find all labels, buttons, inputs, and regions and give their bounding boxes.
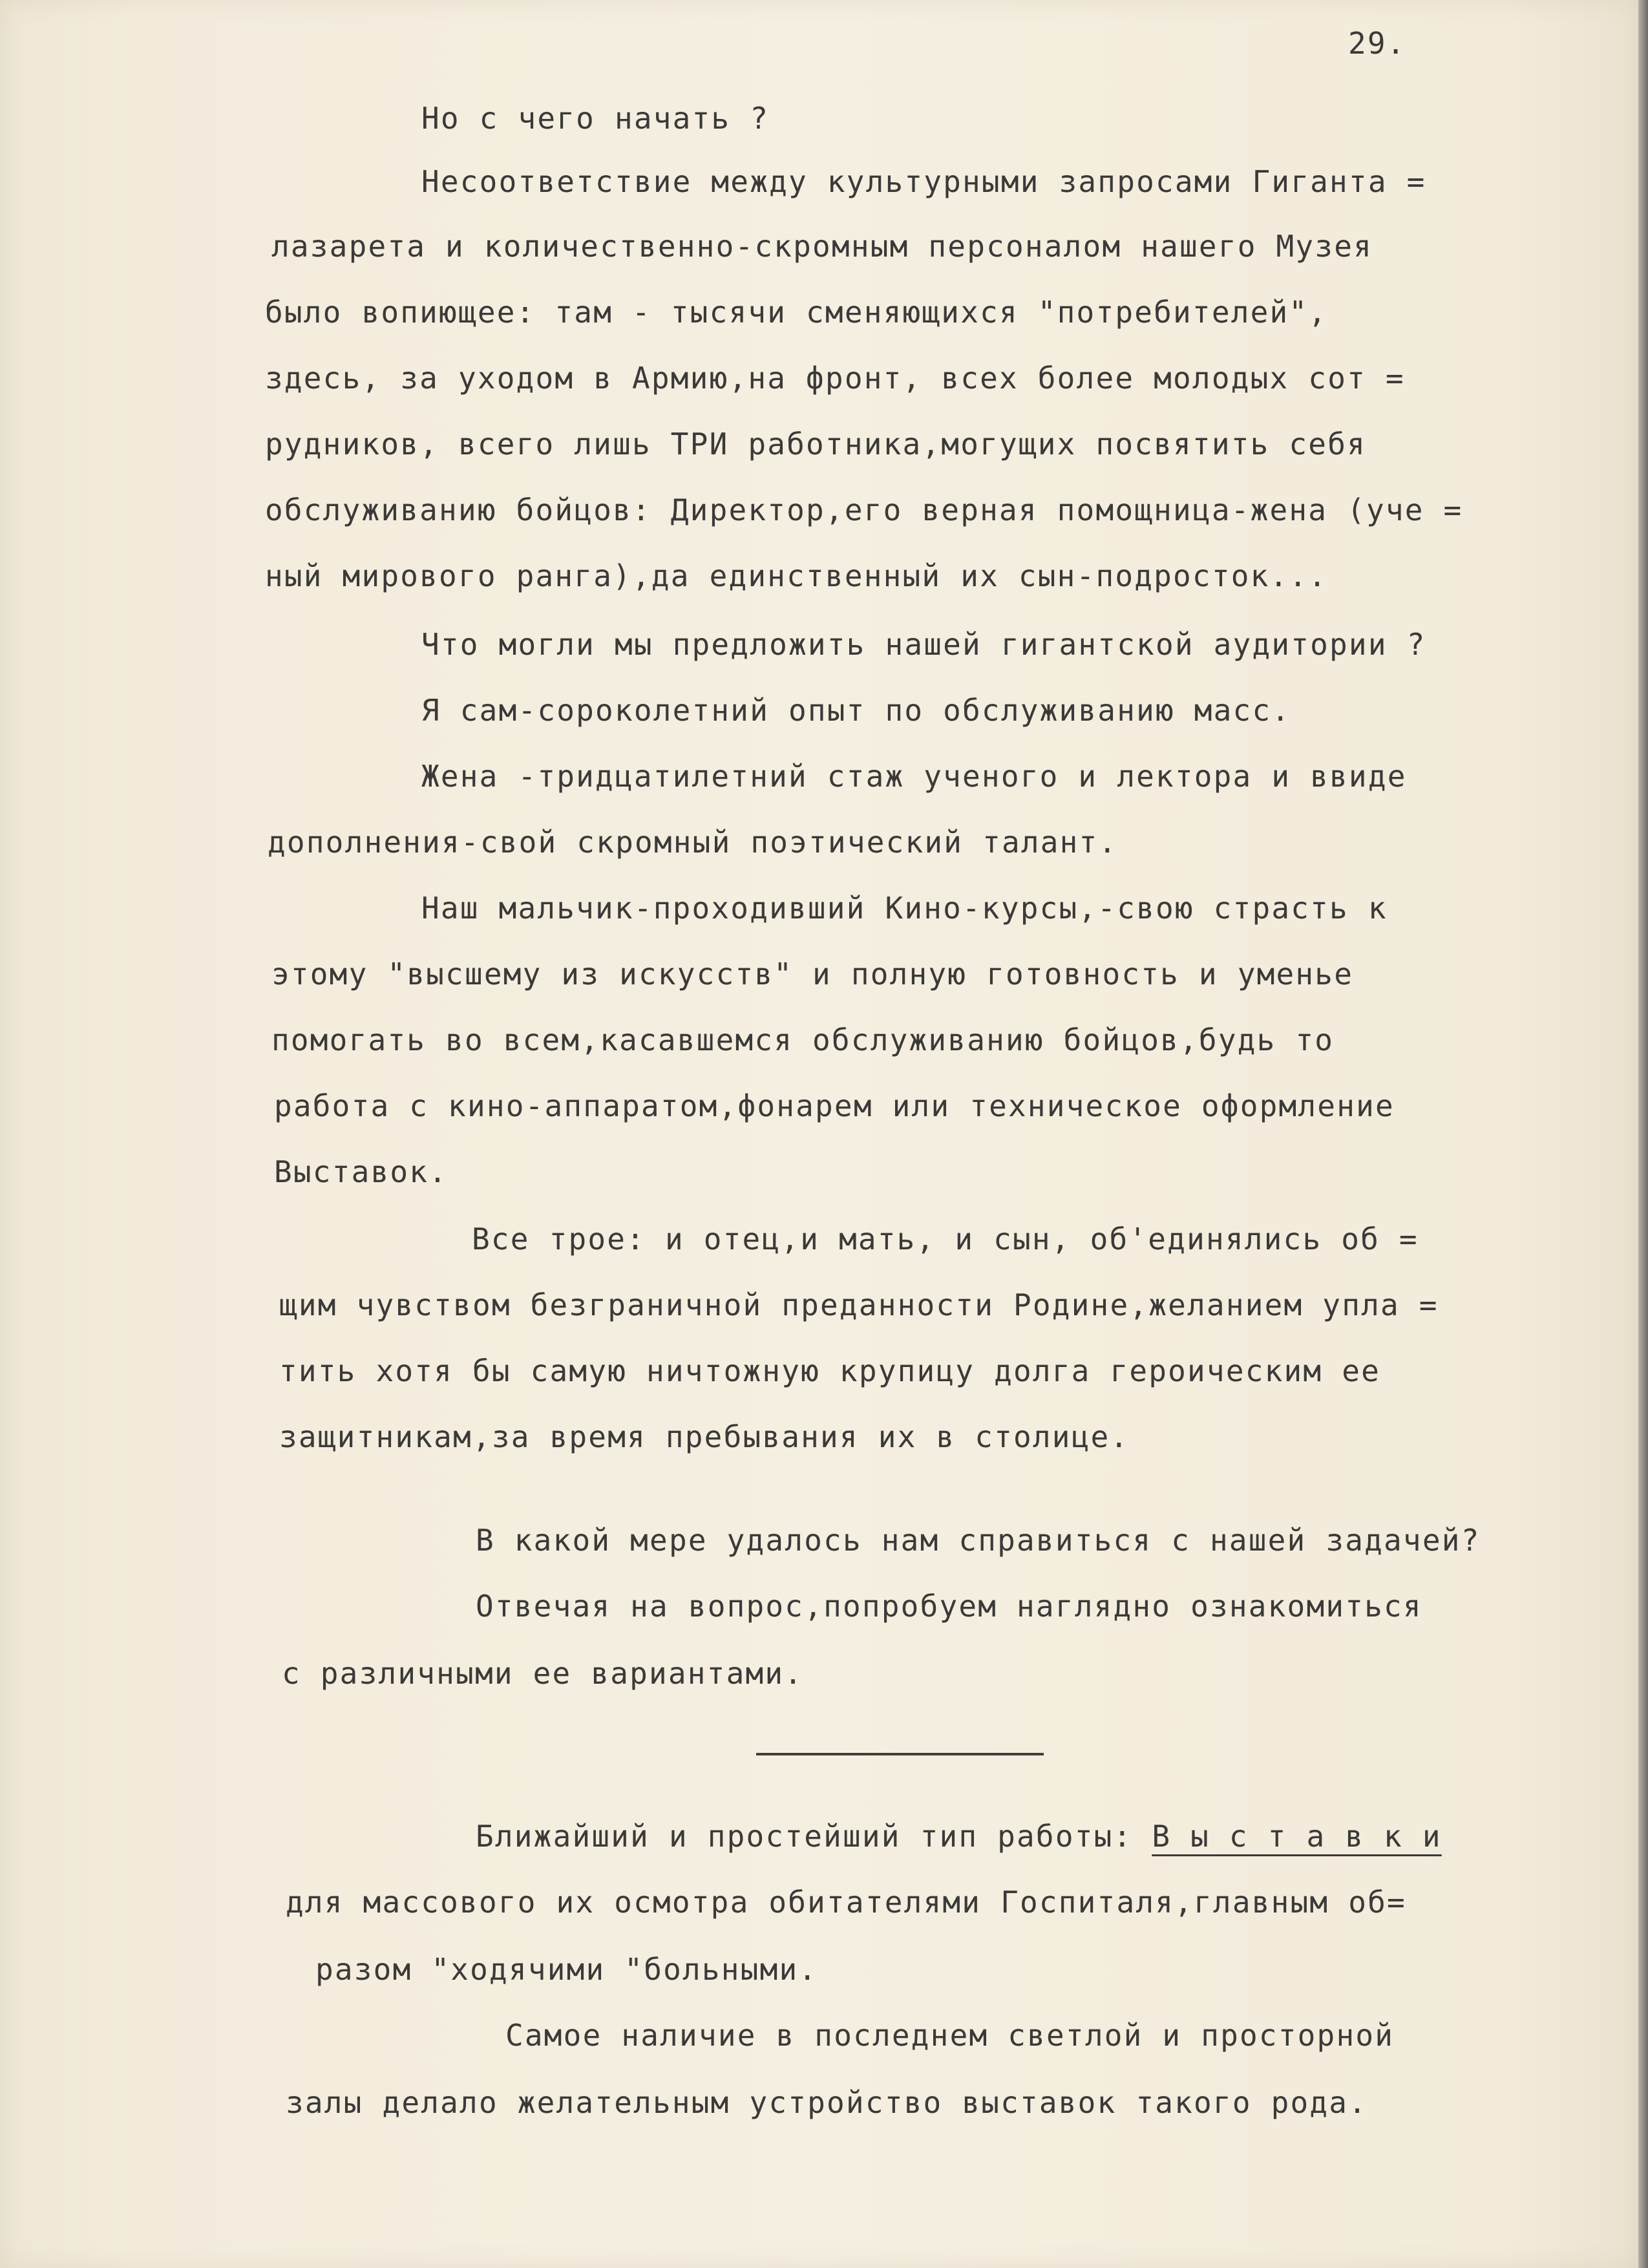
- paragraph-2-line-2: лазарета и количественно-скромным персоналом нашего Музея: [271, 229, 1373, 264]
- paragraph-2-line-7: ный мирового ранга),да единственный их сын-подросток...: [265, 558, 1328, 593]
- paragraph-6-line-1: Наш мальчик-проходивший Кино-курсы,-свою страсть к: [421, 891, 1388, 926]
- paragraph-10-line-1: [476, 1819, 1442, 1854]
- paragraph-2-line-5: рудников, всего лишь ТРИ работника,могущих посвятить себя: [265, 427, 1366, 461]
- paragraph-2-line-1: Несоответствие между культурными запросами Гиганта =: [421, 164, 1426, 199]
- paragraph-7-line-3: тить хотя бы самую ничтожную крупицу долга героическим ее: [279, 1353, 1380, 1388]
- paragraph-5-line-2: дополнения-свой скромный поэтический талант.: [268, 825, 1118, 860]
- paragraph-2-line-4: здесь, за уходом в Армию,на фронт, всех более молодых сот =: [265, 361, 1405, 396]
- paragraph-3-line-1: Что могли мы предложить нашей гигантской аудитории ?: [421, 627, 1426, 662]
- paragraph-7-line-1: Все трое: и отец,и мать, и сын, об'единялись об =: [472, 1222, 1419, 1256]
- paragraph-11-line-2: залы делало желательным устройство выставок такого рода.: [286, 2085, 1368, 2120]
- paragraph-1-line-1: Но с чего начать ?: [421, 101, 770, 136]
- paragraph-2-line-6: обслуживанию бойцов: Директор,его верная помощница-жена (уче =: [265, 493, 1463, 527]
- page-edge: [1638, 0, 1648, 2268]
- paragraph-10-line-2: для массового их осмотра обитателями Госпиталя,главным об=: [286, 1885, 1406, 1920]
- section-divider: [756, 1753, 1044, 1755]
- paragraph-6-line-3: помогать во всем,касавшемся обслуживанию бойцов,будь то: [271, 1023, 1335, 1057]
- paragraph-10-line-1-text: Ближайший и простейший тип работы:: [476, 1819, 1152, 1854]
- page-number: 29.: [1348, 26, 1406, 61]
- paragraph-5-line-1: Жена -тридцатилетний стаж ученого и лектора и ввиде: [421, 759, 1407, 794]
- paragraph-4-line-1: Я сам-сороколетний опыт по обслуживанию масс.: [421, 693, 1291, 728]
- paragraph-9-line-1: Отвечая на вопрос,попробуем наглядно ознакомиться: [476, 1589, 1422, 1624]
- paragraph-6-line-2: этому "высшему из искусств" и полную готовность и уменье: [271, 957, 1354, 991]
- paragraph-10-line-3: разом "ходячими "больными.: [315, 1952, 818, 1987]
- paragraph-11-line-1: Самое наличие в последнем светлой и просторной: [505, 2018, 1395, 2053]
- paragraph-6-line-4: работа с кино-аппаратом,фонарем или техническое оформление: [274, 1088, 1395, 1123]
- paragraph-7-line-2: щим чувством безграничной преданности Родине,желанием упла =: [279, 1288, 1439, 1322]
- emphasis-word: В ы с т а в к и: [1152, 1819, 1442, 1854]
- paragraph-7-line-4: защитникам,за время пребывания их в столице.: [279, 1419, 1130, 1454]
- paragraph-6-line-5: Выставок.: [274, 1154, 449, 1189]
- paragraph-8-line-1: В какой мере удалось нам справиться с нашей задачей?: [476, 1523, 1481, 1558]
- paragraph-9-line-2: с различными ее вариантами.: [282, 1656, 804, 1691]
- paragraph-2-line-3: было вопиющее: там - тысячи сменяющихся "потребителей",: [265, 295, 1328, 330]
